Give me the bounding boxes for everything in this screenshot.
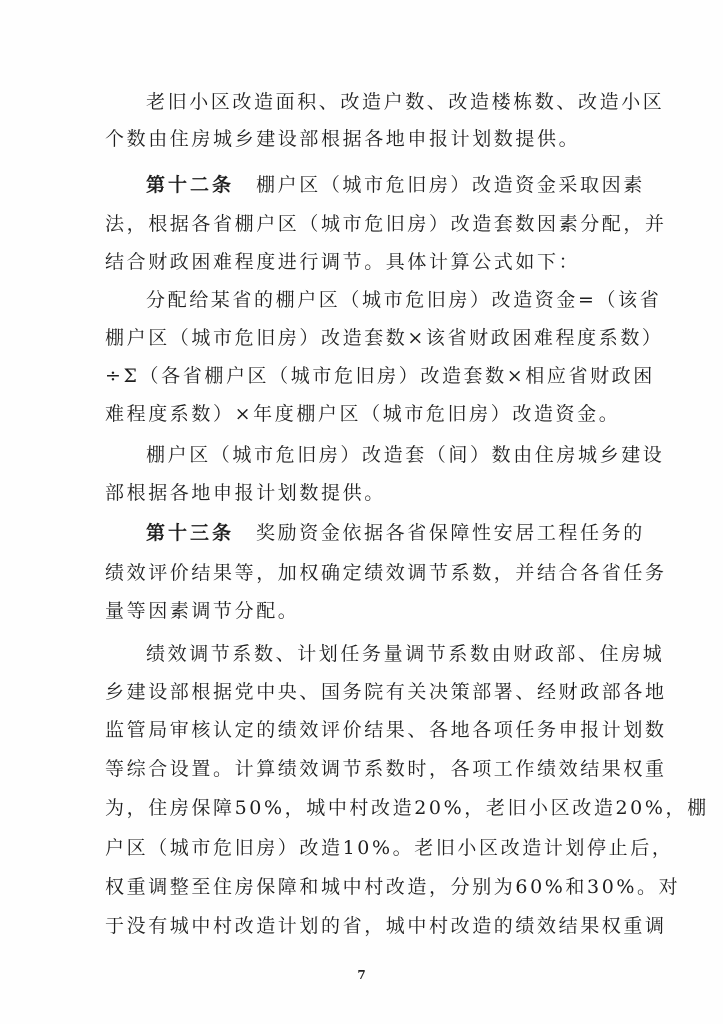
paragraph-line: 结合财政困难程度进行调节。具体计算公式如下： (105, 251, 581, 273)
paragraph-line: 绩效调节系数、计划任务量调节系数由财政部、住房城 (146, 643, 665, 665)
paragraph-line: 部根据各地申报计划数提供。 (105, 482, 386, 504)
paragraph-line: 监管局审核认定的绩效评价结果、各地各项任务申报计划数 (105, 719, 667, 741)
paragraph-line: 棚户区（城市危旧房）改造套（间）数由住房城乡建设 (146, 444, 665, 466)
paragraph-line: ÷Σ（各省棚户区（城市危旧房）改造套数×相应省财政困 (105, 365, 655, 387)
paragraph-line: 棚户区（城市危旧房）改造套数×该省财政困难程度系数） (105, 327, 664, 349)
paragraph-line: 量等因素调节分配。 (105, 600, 300, 622)
paragraph-line: 分配给某省的棚户区（城市危旧房）改造资金=（该省 (146, 289, 662, 311)
paragraph-line: 户区（城市危旧房）改造10%。老旧小区改造计划停止后， (105, 837, 674, 859)
article-heading: 第十三条 (146, 522, 235, 544)
paragraph-line: 乡建设部根据党中央、国务院有关决策部署、经财政部各地 (105, 681, 667, 703)
article-line (146, 521, 645, 545)
paragraph-line: 老旧小区改造面积、改造户数、改造楼栋数、改造小区 (146, 91, 665, 113)
paragraph-line: 于没有城中村改造计划的省，城中村改造的绩效结果权重调 (105, 915, 667, 937)
page-number: 7 (357, 968, 366, 982)
paragraph-line: 等综合设置。计算绩效调节系数时，各项工作绩效结果权重 (105, 758, 667, 780)
paragraph-line: 法，根据各省棚户区（城市危旧房）改造套数因素分配，并 (105, 213, 667, 235)
paragraph-line: 权重调整至住房保障和城中村改造，分别为60%和30%。对 (105, 876, 681, 898)
paragraph-line: 难程度系数）×年度棚户区（城市危旧房）改造资金。 (105, 403, 621, 425)
paragraph-line: 个数由住房城乡建设部根据各地申报计划数提供。 (105, 128, 581, 150)
paragraph-line: 绩效评价结果等，加权确定绩效调节系数，并结合各省任务 (105, 562, 667, 584)
article-line (146, 173, 645, 197)
article-text: 棚户区（城市危旧房）改造资金采取因素 (256, 174, 645, 196)
article-text: 奖励资金依据各省保障性安居工程任务的 (256, 522, 645, 544)
paragraph-line: 为，住房保障50%，城中村改造20%，老旧小区改造20%，棚 (105, 797, 709, 819)
article-heading: 第十二条 (146, 174, 235, 196)
